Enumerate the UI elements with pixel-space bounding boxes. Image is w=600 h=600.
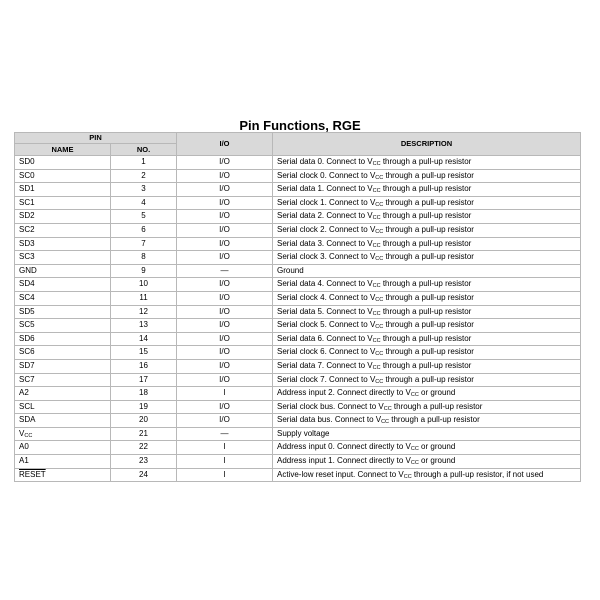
pin-number: 24 <box>111 468 177 482</box>
description-text: Serial clock bus. Connect to V <box>277 401 384 411</box>
pin-description <box>273 373 581 387</box>
pin-description <box>273 237 581 251</box>
pin-number: 23 <box>111 455 177 469</box>
table-row <box>15 169 581 183</box>
pin-description <box>273 468 581 482</box>
description-text: through a pull-up resistor <box>389 415 480 425</box>
description-subscript: CC <box>375 378 384 385</box>
pin-io-type: I/O <box>177 414 273 428</box>
table-row <box>15 291 581 305</box>
no-header: NO. <box>111 144 177 156</box>
description-text: Serial data 5. Connect to V <box>277 306 373 316</box>
pin-number: 12 <box>111 305 177 319</box>
description-subscript: CC <box>372 283 381 290</box>
pin-number: 14 <box>111 332 177 346</box>
table-row <box>15 346 581 360</box>
description-subscript: CC <box>375 201 384 208</box>
description-subscript: CC <box>372 215 381 222</box>
description-subscript: CC <box>375 228 384 235</box>
pin-io-type: I/O <box>177 223 273 237</box>
pin-description <box>273 427 581 441</box>
pin-name: SD6 <box>19 333 35 343</box>
description-text: through a pull-up resistor <box>383 224 474 234</box>
description-subscript: CC <box>383 405 392 412</box>
pin-description <box>273 455 581 469</box>
description-text: Serial data 7. Connect to V <box>277 360 373 370</box>
pin-description <box>273 332 581 346</box>
pin-io-type: I/O <box>177 210 273 224</box>
description-text: Serial clock 6. Connect to V <box>277 347 376 357</box>
description-subscript: CC <box>375 296 384 303</box>
description-text: through a pull-up resistor <box>380 279 472 289</box>
description-text: through a pull-up resistor <box>383 170 474 180</box>
header-row-group <box>15 133 581 144</box>
description-subscript: CC <box>372 310 381 317</box>
pin-io-type: — <box>177 427 273 441</box>
description-text: through a pull-up resistor <box>380 157 472 166</box>
description-subscript: CC <box>375 174 384 181</box>
table-row <box>15 264 581 278</box>
description-text: through a pull-up resistor <box>383 374 474 384</box>
description-text: through a pull-up resistor <box>380 360 472 370</box>
pin-name-cell <box>15 237 111 251</box>
pin-name: SC1 <box>19 197 35 207</box>
pin-name-cell <box>15 319 111 333</box>
description-text: Serial clock 4. Connect to V <box>277 292 376 302</box>
pin-name-cell <box>15 359 111 373</box>
description-subscript: CC <box>372 337 381 344</box>
pin-io-type: I/O <box>177 346 273 360</box>
pin-name-cell <box>15 455 111 469</box>
description-subscript: CC <box>410 460 419 467</box>
pin-io-type: I/O <box>177 251 273 265</box>
pin-io-type: I/O <box>177 359 273 373</box>
pin-io-type: I/O <box>177 400 273 414</box>
description-text: Serial data 1. Connect to V <box>277 184 373 194</box>
pin-name-cell <box>15 183 111 197</box>
description-subscript: CC <box>372 188 381 195</box>
pin-description <box>273 359 581 373</box>
pin-name-cell <box>15 156 111 170</box>
pin-name-cell <box>15 387 111 401</box>
pin-name-cell <box>15 264 111 278</box>
table-row <box>15 305 581 319</box>
table-row <box>15 332 581 346</box>
pin-description <box>273 223 581 237</box>
pin-name: SD7 <box>19 360 35 370</box>
description-text: Serial data 4. Connect to V <box>277 279 373 289</box>
pin-functions-table <box>14 132 581 482</box>
pin-io-type: I/O <box>177 278 273 292</box>
pin-number: 9 <box>111 264 177 278</box>
pin-io-type: I <box>177 455 273 469</box>
table-row <box>15 223 581 237</box>
pin-name-cell <box>15 251 111 265</box>
table-row <box>15 387 581 401</box>
pin-number: 10 <box>111 278 177 292</box>
pin-name-cell <box>15 169 111 183</box>
description-text: Serial clock 2. Connect to V <box>277 224 376 234</box>
pin-name: A1 <box>19 456 29 466</box>
table-row <box>15 156 581 170</box>
description-text: Serial clock 1. Connect to V <box>277 197 376 207</box>
pin-name: SC2 <box>19 224 35 234</box>
description-subscript: CC <box>381 419 390 426</box>
pin-name-cell <box>15 414 111 428</box>
pin-description <box>273 264 581 278</box>
pin-number: 8 <box>111 251 177 265</box>
pin-description <box>273 278 581 292</box>
pin-io-type: I/O <box>177 183 273 197</box>
pin-name: SD0 <box>19 157 35 166</box>
description-text: Address input 2. Connect directly to V <box>277 388 411 398</box>
description-subscript: CC <box>372 364 381 371</box>
pin-io-type: I/O <box>177 319 273 333</box>
description-text: Serial clock 0. Connect to V <box>277 170 376 180</box>
pin-description <box>273 319 581 333</box>
pin-number: 7 <box>111 237 177 251</box>
pin-description <box>273 251 581 265</box>
pin-name-cell <box>15 278 111 292</box>
description-text: through a pull-up resistor <box>380 238 472 248</box>
pin-number: 20 <box>111 414 177 428</box>
pin-name-cell <box>15 223 111 237</box>
pin-name-subscript: CC <box>24 432 33 439</box>
description-text: Serial clock 7. Connect to V <box>277 374 376 384</box>
description-text: Address input 0. Connect directly to V <box>277 442 411 452</box>
pin-name: SD4 <box>19 279 35 289</box>
pin-io-type: I/O <box>177 156 273 170</box>
description-subscript: CC <box>372 161 381 167</box>
description-text: through a pull-up resistor <box>380 333 472 343</box>
description-text: Active-low reset input. Connect to V <box>277 469 404 479</box>
pin-number: 1 <box>111 156 177 170</box>
description-text: Serial clock 5. Connect to V <box>277 320 376 330</box>
io-header: I/O <box>177 133 273 156</box>
table-row <box>15 373 581 387</box>
description-text: Serial data 0. Connect to V <box>277 157 373 166</box>
pin-io-type: I <box>177 468 273 482</box>
description-subscript: CC <box>410 446 419 453</box>
description-text: through a pull-up resistor <box>380 211 472 221</box>
pin-rows <box>15 156 581 482</box>
table-row <box>15 468 581 482</box>
pin-name-cell <box>15 468 111 482</box>
description-text: Serial data 6. Connect to V <box>277 333 373 343</box>
pin-io-type: I/O <box>177 291 273 305</box>
pin-name: SDA <box>19 415 36 425</box>
name-header: NAME <box>15 144 111 156</box>
table-row <box>15 319 581 333</box>
pin-description <box>273 305 581 319</box>
pin-number: 2 <box>111 169 177 183</box>
pin-io-type: I/O <box>177 196 273 210</box>
description-text: Serial data 3. Connect to V <box>277 238 373 248</box>
pin-io-type: I <box>177 387 273 401</box>
description-text: through a pull-up resistor <box>380 184 472 194</box>
table-row <box>15 237 581 251</box>
pin-name: SC5 <box>19 320 35 330</box>
pin-name: SC4 <box>19 292 35 302</box>
pin-name: SC0 <box>19 170 35 180</box>
description-text: Supply voltage <box>277 428 330 438</box>
pin-number: 6 <box>111 223 177 237</box>
pin-io-type: I/O <box>177 237 273 251</box>
table-row <box>15 278 581 292</box>
pin-description <box>273 291 581 305</box>
pin-name-cell <box>15 210 111 224</box>
table-row <box>15 196 581 210</box>
description-text: through a pull-up resistor <box>383 320 474 330</box>
table-row <box>15 441 581 455</box>
description-text: through a pull-up resistor <box>383 347 474 357</box>
pin-number: 13 <box>111 319 177 333</box>
pin-name: V <box>19 428 25 438</box>
pin-name-cell <box>15 291 111 305</box>
pin-name: SC6 <box>19 347 35 357</box>
description-text: Serial clock 3. Connect to V <box>277 252 376 262</box>
pin-number: 5 <box>111 210 177 224</box>
pin-number: 21 <box>111 427 177 441</box>
table-row <box>15 400 581 414</box>
description-text: through a pull-up resistor <box>383 292 474 302</box>
description-subscript: CC <box>375 256 384 263</box>
pin-description <box>273 400 581 414</box>
pin-number: 3 <box>111 183 177 197</box>
table-row <box>15 455 581 469</box>
pin-io-type: I/O <box>177 373 273 387</box>
pin-number: 17 <box>111 373 177 387</box>
pin-io-type: I/O <box>177 332 273 346</box>
description-text: through a pull-up resistor <box>383 252 474 262</box>
pin-description <box>273 414 581 428</box>
table-row <box>15 183 581 197</box>
pin-number: 16 <box>111 359 177 373</box>
description-subscript: CC <box>372 242 381 249</box>
table-row <box>15 427 581 441</box>
pin-description <box>273 346 581 360</box>
pin-number: 4 <box>111 196 177 210</box>
pin-name-cell <box>15 305 111 319</box>
pin-io-type: I/O <box>177 305 273 319</box>
pin-name: SD3 <box>19 238 35 248</box>
pin-number: 11 <box>111 291 177 305</box>
description-text: or ground <box>418 442 456 452</box>
pin-name-cell <box>15 373 111 387</box>
description-text: or ground <box>418 388 456 398</box>
pin-name: SC7 <box>19 374 35 384</box>
pin-description <box>273 210 581 224</box>
pin-description <box>273 196 581 210</box>
pin-description <box>273 441 581 455</box>
description-subscript: CC <box>410 392 419 399</box>
description-subscript: CC <box>375 351 384 358</box>
pin-name-cell <box>15 441 111 455</box>
description-header: DESCRIPTION <box>273 133 581 156</box>
pin-name: RESET <box>19 469 46 479</box>
pin-name-cell <box>15 332 111 346</box>
pin-description <box>273 387 581 401</box>
description-text: through a pull-up resistor <box>383 197 474 207</box>
description-text: Address input 1. Connect directly to V <box>277 456 411 466</box>
pin-name: SD2 <box>19 211 35 221</box>
pin-name: GND <box>19 265 37 275</box>
pin-name: SD5 <box>19 306 35 316</box>
pin-description <box>273 156 581 170</box>
pin-name: SD1 <box>19 184 35 194</box>
table-row <box>15 359 581 373</box>
pin-name-cell <box>15 400 111 414</box>
pin-number: 22 <box>111 441 177 455</box>
pin-name-cell <box>15 427 111 441</box>
description-text: through a pull-up resistor, if not used <box>411 469 544 479</box>
table-row <box>15 414 581 428</box>
pin-io-type: — <box>177 264 273 278</box>
description-text: through a pull-up resistor <box>391 401 483 411</box>
pin-io-type: I/O <box>177 169 273 183</box>
pin-name: A0 <box>19 442 29 452</box>
pin-header: PIN <box>15 133 177 144</box>
pin-number: 19 <box>111 400 177 414</box>
description-text: Serial data 2. Connect to V <box>277 211 373 221</box>
pin-description <box>273 183 581 197</box>
table-row <box>15 251 581 265</box>
description-text: through a pull-up resistor <box>380 306 472 316</box>
pin-number: 18 <box>111 387 177 401</box>
description-subscript: CC <box>403 473 412 480</box>
description-text: Ground <box>277 265 304 275</box>
pin-name: SC3 <box>19 252 35 262</box>
description-subscript: CC <box>375 324 384 331</box>
pin-name-cell <box>15 196 111 210</box>
pin-name: SCL <box>19 401 35 411</box>
table-title: Pin Functions, RGE <box>239 118 361 133</box>
pin-io-type: I <box>177 441 273 455</box>
pin-name-cell <box>15 346 111 360</box>
pin-name: A2 <box>19 388 29 398</box>
description-text: Serial data bus. Connect to V <box>277 415 382 425</box>
table-row <box>15 210 581 224</box>
pin-number: 15 <box>111 346 177 360</box>
pin-description <box>273 169 581 183</box>
description-text: or ground <box>418 456 456 466</box>
